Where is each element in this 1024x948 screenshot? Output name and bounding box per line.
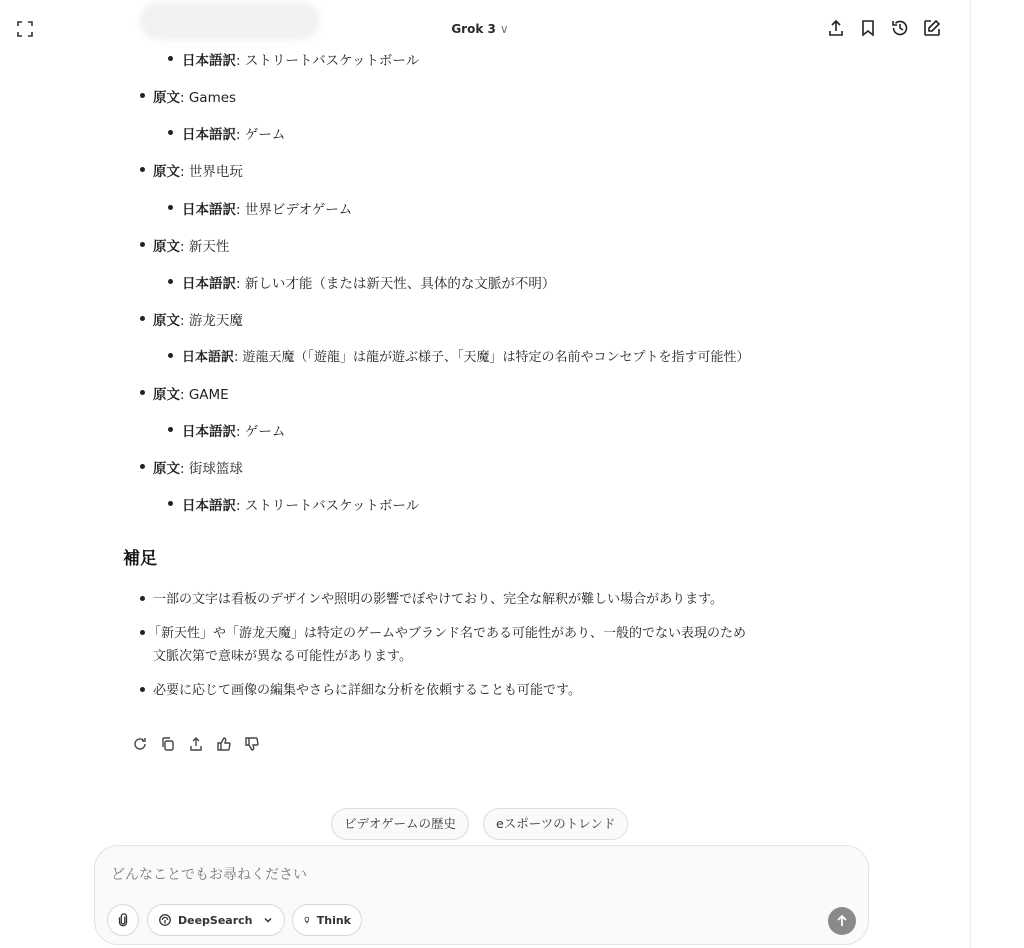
model-name: Grok 3 (451, 22, 496, 36)
translation-line: 日本語訳: 新しい才能（または新天性、具体的な文脈が不明） (182, 276, 556, 292)
bullet (140, 630, 145, 635)
message-input[interactable] (109, 866, 813, 884)
history-icon[interactable] (890, 18, 910, 38)
suggestion-chip[interactable]: eスポーツのトレンド (483, 808, 628, 840)
share-icon[interactable] (826, 18, 846, 38)
attach-button[interactable] (107, 904, 139, 936)
bullet (168, 130, 173, 135)
bullet (168, 205, 173, 210)
bullet (168, 56, 173, 61)
translation-line: 日本語訳: ゲーム (182, 127, 286, 143)
suggestion-chip[interactable]: ビデオゲームの歴史 (331, 808, 469, 840)
deepsearch-button[interactable] (147, 904, 285, 936)
thumbs-down-icon[interactable] (244, 736, 260, 752)
bullet (140, 464, 145, 469)
note-item: 「新天性」や「游龙天魔」は特定のゲームやブランド名である可能性があり、一般的でない表現のため (148, 626, 747, 641)
note-item-continued: 文脈次第で意味が異なる可能性があります。 (153, 649, 412, 664)
original-line: 原文: GAME (153, 387, 229, 403)
thumbs-up-icon[interactable] (216, 736, 232, 752)
copy-icon[interactable] (160, 736, 176, 752)
bullet (140, 316, 145, 321)
lightbulb-icon (303, 913, 311, 927)
note-item: 必要に応じて画像の編集やさらに詳細な分析を依頼することも可能です。 (153, 683, 581, 698)
translation-line: 日本語訳: ゲーム (182, 424, 286, 440)
bullet (140, 390, 145, 395)
original-line: 原文: 新天性 (153, 239, 230, 255)
think-button[interactable] (292, 904, 362, 936)
note-item: 一部の文字は看板のデザインや照明の影響でぼやけており、完全な解釈が難しい場合があります。 (153, 592, 724, 607)
translation-line: 日本語訳: ストリートバスケットボール (182, 498, 420, 514)
bullet (140, 93, 145, 98)
translation-line: 日本語訳: 世界ビデオゲーム (182, 202, 353, 218)
deepsearch-label: DeepSearch (178, 913, 253, 927)
translation-line: 日本語訳: 遊龍天魔（「遊龍」は龍が遊ぶ様子、「天魔」は特定の名前やコンセプトを指す可能性） (182, 350, 750, 365)
original-line: 原文: 世界电玩 (153, 164, 243, 180)
bookmark-icon[interactable] (858, 18, 878, 38)
deepsearch-icon (158, 913, 172, 927)
bullet (168, 353, 173, 358)
bullet (168, 279, 173, 284)
original-line: 原文: 街球篮球 (153, 461, 243, 477)
bullet (140, 596, 145, 601)
share-icon[interactable] (188, 736, 204, 752)
right-rail (970, 0, 1024, 948)
chevron-down-icon[interactable] (262, 914, 274, 926)
translation-line: 日本語訳: ストリートバスケットボール (182, 53, 420, 69)
composer (94, 845, 869, 945)
bullet (140, 167, 145, 172)
message-actions (132, 736, 260, 752)
paperclip-icon (116, 913, 130, 927)
top-actions (826, 18, 942, 38)
notes-title: 補足 (123, 549, 157, 569)
refresh-icon[interactable] (132, 736, 148, 752)
chevron-down-icon: ∨ (499, 22, 509, 36)
bullet (168, 501, 173, 506)
model-selector[interactable] (0, 22, 960, 36)
original-line: 原文: 游龙天魔 (153, 313, 243, 329)
bullet (168, 427, 173, 432)
arrow-up-icon (835, 914, 849, 928)
edit-icon[interactable] (922, 18, 942, 38)
send-button[interactable] (828, 907, 856, 935)
think-label: Think (316, 913, 351, 927)
bullet (140, 242, 145, 247)
bullet (140, 687, 145, 692)
original-line: 原文: Games (153, 90, 237, 106)
